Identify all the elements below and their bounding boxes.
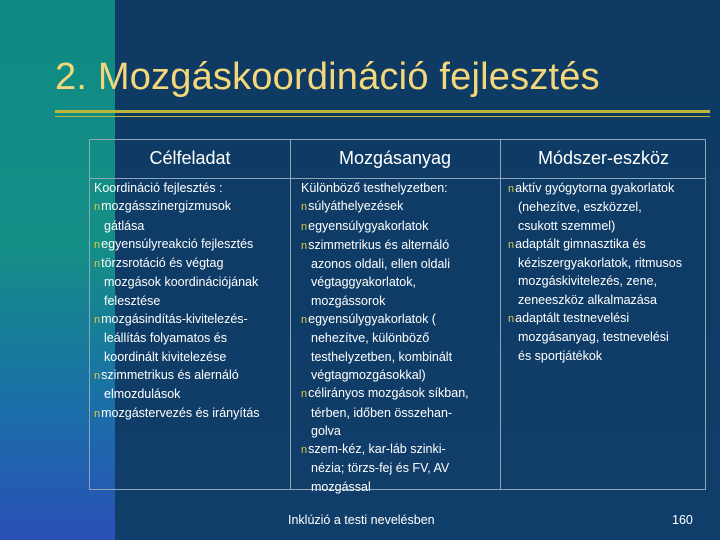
text-line [301, 366, 500, 384]
line-text: térben, időben összehan- [311, 405, 453, 420]
text-line [301, 329, 500, 347]
cell-celfeladat [94, 179, 290, 423]
text-line [301, 404, 500, 422]
bullet-icon: n [94, 258, 101, 271]
line-text: testhelyzetben, kombinált [311, 349, 453, 364]
line-text: nehezítve, különböző [311, 331, 430, 346]
line-text: adaptált gimnasztika és [515, 236, 646, 251]
text-line [94, 385, 290, 403]
bullet-item [301, 217, 500, 236]
text-line [508, 254, 704, 272]
cell-modszer-eszkoz [508, 179, 704, 365]
text-line [94, 348, 290, 366]
text-line [508, 272, 704, 290]
line-text: szem-kéz, kar-láb szinki- [308, 442, 446, 457]
line-text: nézia; törzs-fej és FV, AV [311, 461, 450, 476]
line-text: mozgásanyag, testnevelési [518, 330, 669, 345]
text-line [94, 217, 290, 235]
column-divider [500, 140, 501, 489]
bullet-icon: n [94, 369, 101, 382]
bullet-icon: n [508, 183, 515, 195]
line-text: adaptált testnevelési [515, 311, 630, 326]
line-text: Különböző testhelyzetben: [301, 181, 448, 195]
line-text: és sportjátékok [518, 348, 603, 363]
bullet-icon: n [301, 444, 308, 457]
line-text: egyensúlygyakorlatok [308, 218, 429, 233]
line-text: mozgással [311, 479, 371, 494]
line-text: mozgások koordinációjának [104, 275, 259, 290]
text-line [508, 291, 704, 309]
footer-text: Inklúzió a testi nevelésben [288, 513, 435, 527]
bullet-item [94, 310, 290, 329]
column-header-modszer-eszkoz: Módszer-eszköz [537, 148, 670, 168]
line-text: leállítás folyamatos és [104, 331, 227, 346]
column-header-mozgasanyag: Mozgásanyag [338, 148, 452, 168]
line-text: csukott szemmel) [518, 218, 616, 233]
bullet-item [301, 236, 500, 255]
bullet-item [94, 197, 290, 216]
bullet-icon: n [301, 239, 308, 252]
text-line [508, 217, 704, 235]
text-line [94, 179, 290, 197]
text-line [508, 328, 704, 346]
line-text: felesztése [104, 293, 161, 308]
line-text: egyensúlyreakció fejlesztés [101, 236, 254, 251]
line-text: golva [311, 423, 341, 438]
line-text: azonos oldali, ellen oldali [311, 257, 450, 272]
line-text: elmozdulások [104, 387, 181, 402]
bullet-icon: n [301, 220, 308, 233]
text-line [508, 198, 704, 216]
line-text: szimmetrikus és alernáló [101, 367, 239, 382]
bullet-icon: n [508, 313, 515, 326]
bullet-item [94, 254, 290, 273]
bullet-icon: n [94, 201, 101, 214]
line-text: végtaggyakorlatok, [311, 275, 416, 290]
line-text: mozgáskivitelezés, zene, [518, 274, 657, 289]
line-text: aktív gyógytorna gyakorlatok [515, 181, 675, 195]
line-text: (nehezítve, eszközzel, [518, 200, 642, 215]
line-text: zeneeszköz alkalmazása [518, 292, 657, 307]
text-line [301, 422, 500, 440]
bullet-item [301, 384, 500, 403]
line-text: végtagmozgásokkal) [311, 367, 426, 382]
content-table [89, 139, 706, 494]
line-text: koordinált kivitelezése [104, 349, 227, 364]
bullet-icon: n [301, 388, 308, 401]
text-line [94, 292, 290, 310]
line-text: célirányos mozgások síkban, [308, 386, 469, 401]
bullet-item [94, 235, 290, 254]
cell-mozgasanyag [301, 179, 500, 496]
line-text: mozgásindítás-kivitelezés- [101, 312, 248, 327]
line-text: mozgástervezés és irányítás [101, 405, 260, 420]
text-line [301, 348, 500, 366]
column-divider [290, 140, 291, 489]
bullet-icon: n [94, 407, 101, 420]
page-number: 160 [672, 513, 693, 527]
bullet-icon: n [94, 238, 101, 251]
line-text: gátlása [104, 218, 145, 233]
text-line [94, 273, 290, 291]
line-text: súlyáthelyezések [308, 199, 404, 214]
slide-title: 2. Mozgáskoordináció fejlesztés [55, 56, 600, 98]
line-text: mozgásszinergizmusok [101, 199, 232, 214]
title-rule-thin [55, 116, 710, 117]
bullet-item [301, 440, 500, 459]
bullet-icon: n [94, 314, 101, 327]
line-text: szimmetrikus és alternáló [308, 237, 450, 252]
bullet-item [508, 179, 704, 198]
bullet-item [301, 197, 500, 216]
text-line [301, 255, 500, 273]
bullet-item [301, 310, 500, 329]
line-text: Koordináció fejlesztés : [94, 181, 223, 195]
line-text: törzsrotáció és végtag [101, 256, 224, 271]
text-line [301, 179, 500, 197]
text-line [301, 478, 500, 496]
text-line [301, 292, 500, 310]
text-line [508, 347, 704, 365]
bullet-item [508, 235, 704, 254]
bullet-item [94, 404, 290, 423]
title-rule-thick [55, 110, 710, 113]
bullet-item [508, 309, 704, 328]
bullet-item [94, 366, 290, 385]
text-line [301, 273, 500, 291]
bullet-icon: n [301, 201, 308, 214]
line-text: kéziszergyakorlatok, ritmusos [518, 256, 682, 271]
text-line [301, 459, 500, 477]
line-text: mozgássorok [311, 293, 386, 308]
column-header-celfeladat: Célfeladat [149, 148, 231, 168]
bullet-icon: n [508, 238, 515, 251]
text-line [94, 329, 290, 347]
line-text: egyensúlygyakorlatok ( [308, 312, 436, 327]
bullet-icon: n [301, 314, 308, 327]
